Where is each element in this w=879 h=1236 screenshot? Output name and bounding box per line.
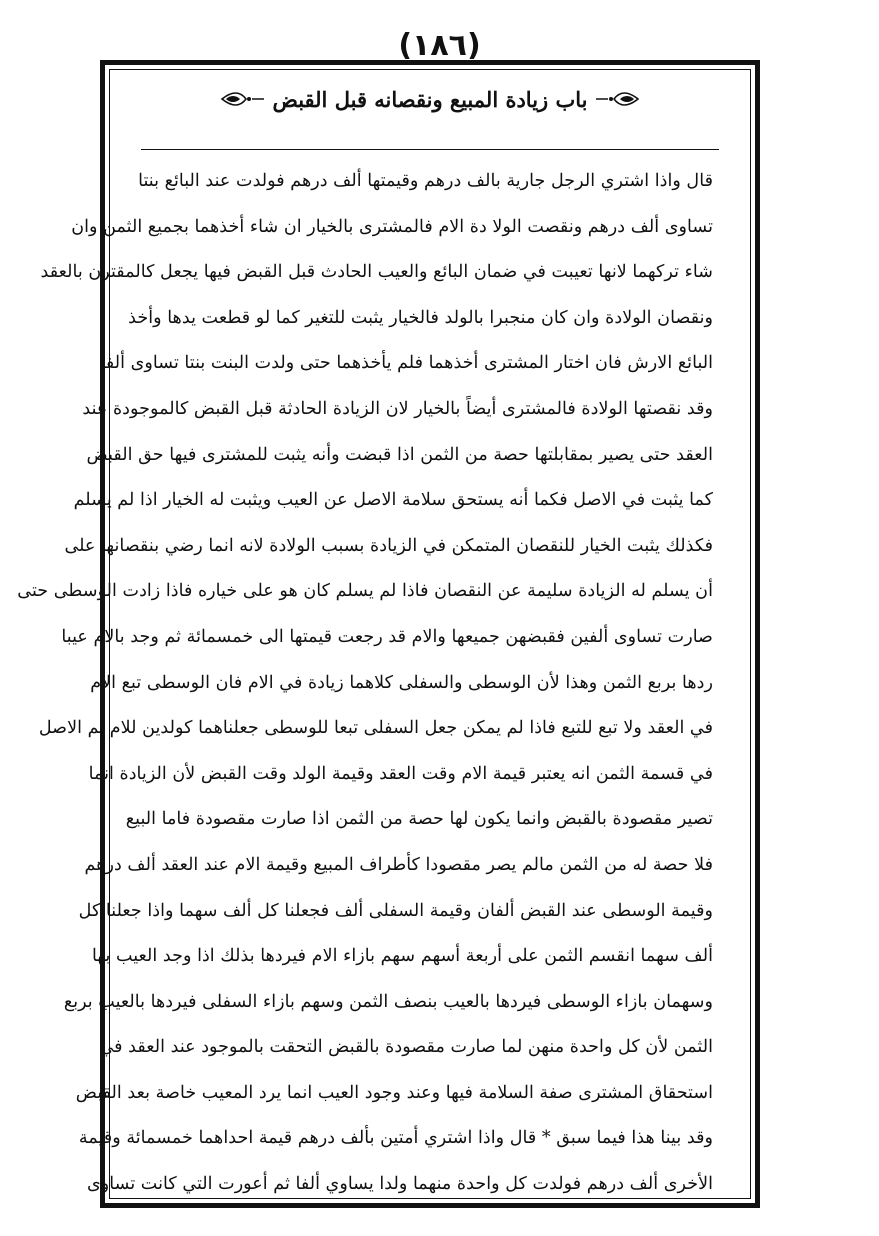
text-line: في العقد ولا تبع للتبع فاذا لم يمكن جعل السفلى تبعا للوسطى جعلناهما كولدين للام ثم الاصل: [38, 718, 713, 739]
text-line: ألف سهما انقسم الثمن على أربعة أسهم سهم بازاء الام فيردها بذلك اذا وجد العيب بها: [92, 946, 713, 967]
text-line: في قسمة الثمن انه يعتبر قيمة الام وقت العقد وقيمة الولد وقت القبض لأن الزيادة انما: [88, 763, 713, 784]
text-line: وقد نقصتها الولادة فالمشترى أيضاً بالخيار لان الزيادة الحادثة قبل القبض كالموجودة عند: [82, 398, 713, 419]
text-line: فلا حصة له من الثمن مالم يصر مقصودا كأطراف المبيع وقيمة الام عند العقد ألف درهم: [84, 854, 713, 875]
text-line: تساوى ألف درهم ونقصت الولا دة الام فالمشترى بالخيار ان شاء أخذهما بجميع الثمن وان: [71, 216, 713, 237]
chapter-heading: [105, 87, 755, 113]
chapter-title: باب زيادة المبيع ونقصانه قبل القبض: [272, 87, 588, 112]
text-line: أن يسلم له الزيادة سليمة عن النقصان فاذا لم يسلم كان هو على خياره فاذا زادت الوسطى حتى: [17, 581, 713, 602]
text-line: وقيمة الوسطى عند القبض ألفان وقيمة السفلى ألف فجعلنا كل ألف سهما واذا جعلنا كل: [78, 900, 713, 921]
text-line: وسهمان بازاء الوسطى فيردها بالعيب بنصف الثمن وسهم بازاء السفلى فيردها بالعيب بربع: [63, 991, 713, 1012]
text-line: الثمن لأن كل واحدة منهن لما صارت مقصودة بالقبض التحقت بالموجود عند العقد في: [99, 1037, 713, 1058]
text-line: فكذلك يثبت الخيار للنقصان المتمكن في الزيادة بسبب الولادة لانه انما رضي بنقصانها على: [64, 535, 713, 556]
text-line: شاء تركهما لانها تعيبت في ضمان البائع والعيب الحادث قبل القبض فيها يجعل كالمقترن بالعقد: [40, 262, 713, 283]
text-line: البائع الارش فان اختار المشترى أخذهما فلم يأخذهما حتى ولدت البنت بنتا تساوى ألفا: [100, 353, 713, 374]
text-line: كما يثبت في الاصل فكما أنه يستحق سلامة الاصل عن العيب ويثبت له الخيار اذا لم يسلم: [73, 490, 713, 511]
text-line: العقد حتى يصير بمقابلتها حصة من الثمن اذا قبضت وأنه يثبت للمشترى فيها حق القبض: [86, 444, 713, 465]
arabesque-ornament-icon: [220, 90, 266, 113]
title-divider: [141, 149, 719, 150]
text-line: صارت تساوى ألفين فقبضهن جميعها والام قد رجعت قيمتها الى خمسمائة ثم وجد بالام عيبا: [61, 626, 713, 647]
text-line: تصير مقصودة بالقبض وانما يكون لها حصة من الثمن اذا صارت مقصودة فاما البيع: [125, 809, 713, 830]
page-number: (١٨٦): [398, 28, 481, 63]
text-line: وقد بينا هذا فيما سبق * قال واذا اشتري أمتين بألف درهم قيمة احداهما خمسمائة وقيمة: [78, 1128, 713, 1149]
text-line: الأخرى ألف درهم فولدت كل واحدة منهما ولدا يساوي ألفا ثم أعورت التي كانت تساوى: [87, 1174, 713, 1195]
text-line: قال واذا اشتري الرجل جارية بالف درهم وقيمتها ألف درهم فولدت عند البائع بنتا: [138, 171, 713, 191]
text-line: ونقصان الولادة وان كان منجبرا بالولد فالخيار يثبت للتغير كما لو قطعت يدها وأخذ: [128, 307, 713, 328]
arabesque-ornament-icon: [594, 90, 640, 113]
text-line: ردها بربع الثمن وهذا لأن الوسطى والسفلى كلاهما زيادة في الام فان الوسطى تبع الام: [90, 672, 713, 693]
main-text: [17, 159, 713, 1208]
page-frame: [17, 60, 760, 1208]
text-line: استحقاق المشترى صفة السلامة فيها وعند وجود العيب انما يرد المعيب خاصة بعد القبض: [75, 1082, 713, 1103]
